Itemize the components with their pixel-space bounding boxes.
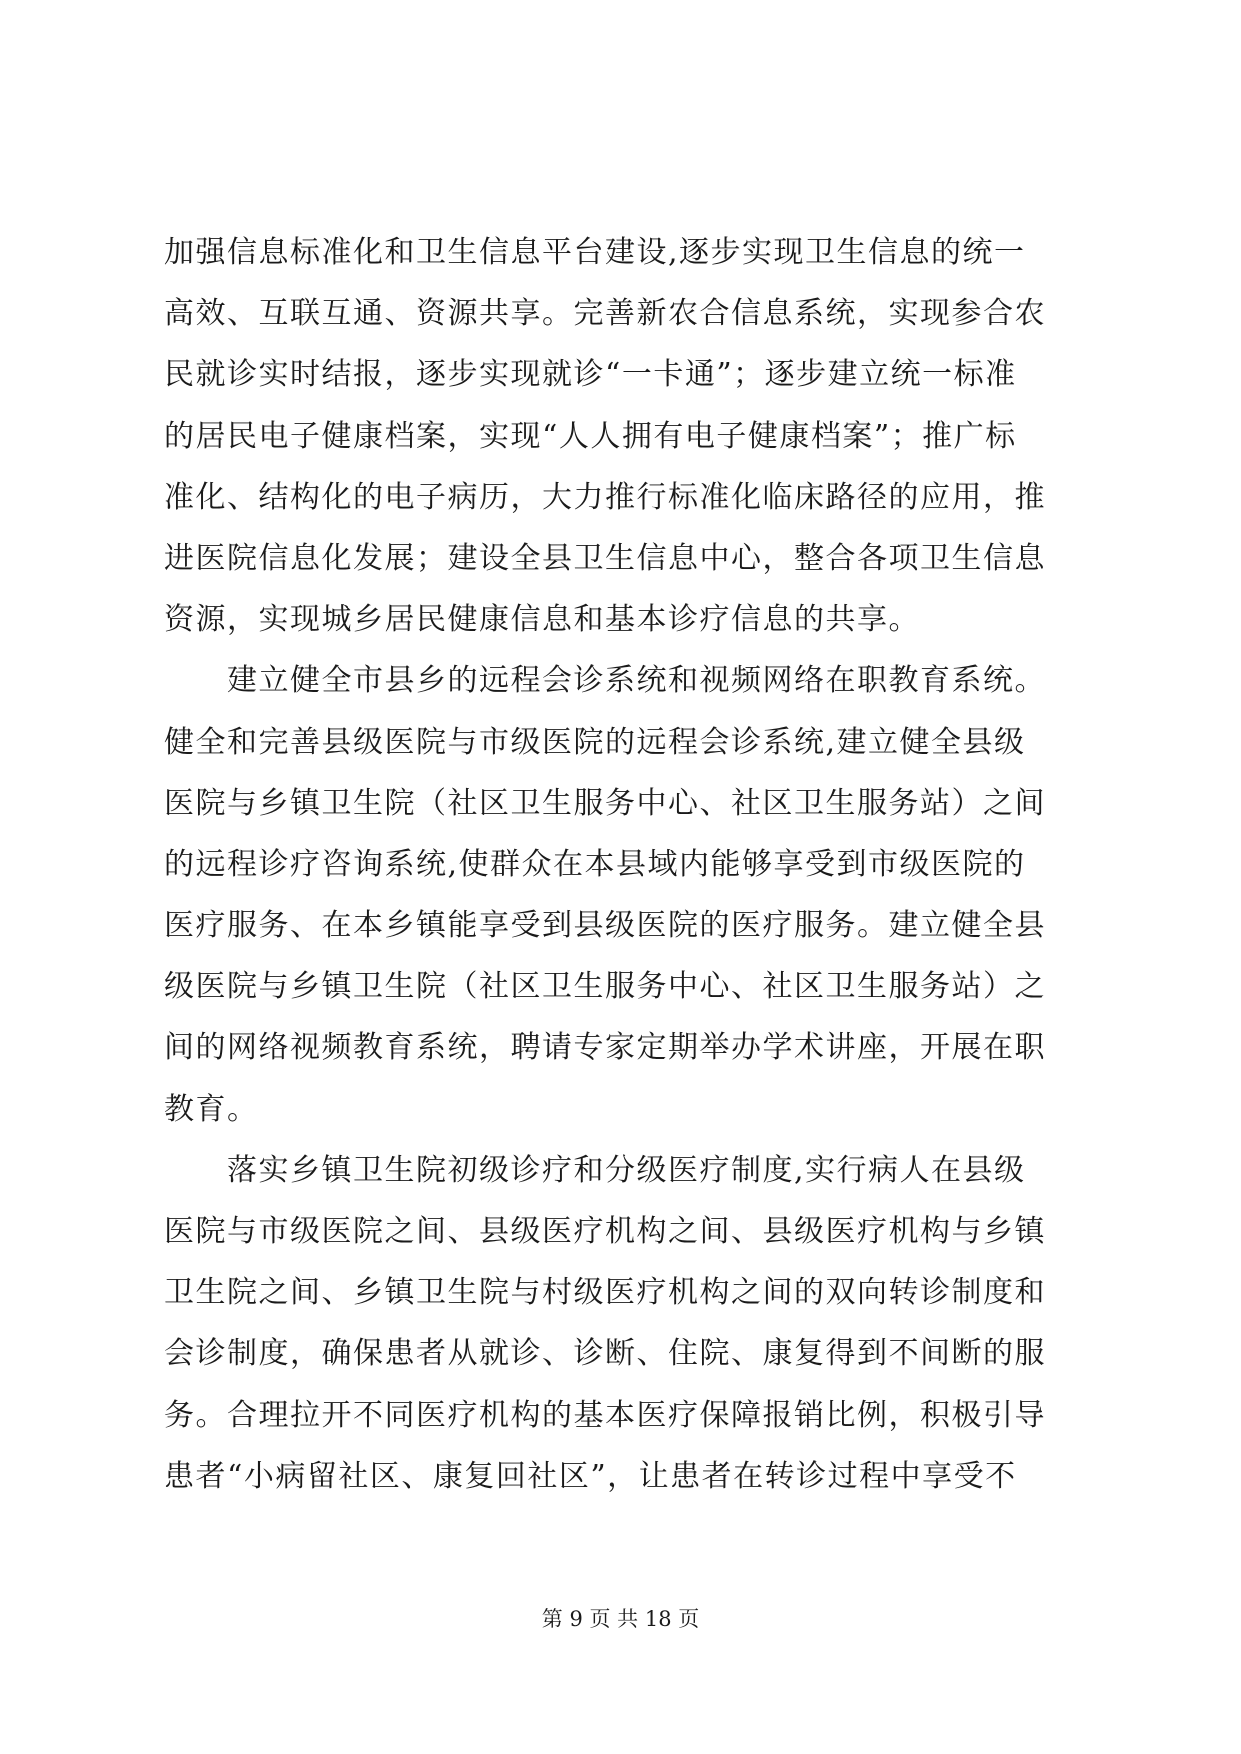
text-line: 医院与市级医院之间、县级医疗机构之间、县级医疗机构与乡镇 [164,1214,1046,1249]
text-line: 教育。 [164,1091,259,1127]
paragraph-tiered-treatment [164,1140,1084,1507]
text-line: 卫生院之间、乡镇卫生院与村级医疗机构之间的双向转诊制度和 [164,1275,1046,1311]
text-line: 的远程诊疗咨询系统,使群众在本县域内能够享受到市级医院的 [164,846,1026,882]
text-line: 务。合理拉开不同医疗机构的基本医疗保障报销比例，积极引导 [164,1397,1046,1433]
text-line: 进医院信息化发展；建设全县卫生信息中心，整合各项卫生信息 [164,540,1046,576]
text-line: 级医院与乡镇卫生院（社区卫生服务中心、社区卫生服务站）之 [164,969,1046,1005]
document-body [164,222,1084,1507]
paragraph-health-information [164,222,1084,650]
text-line: 健全和完善县级医院与市级医院的远程会诊系统,建立健全县级 [164,724,1026,760]
text-line: 的居民电子健康档案，实现“人人拥有电子健康档案”；推广标 [164,418,1017,454]
text-line: 医院与乡镇卫生院（社区卫生服务中心、社区卫生服务站）之间 [164,785,1046,821]
text-line: 准化、结构化的电子病历，大力推行标准化临床路径的应用，推 [164,479,1046,515]
text-line: 加强信息标准化和卫生信息平台建设,逐步实现卫生信息的统一 [164,235,1026,270]
text-line: 建立健全市县乡的远程会诊系统和视频网络在职教育系统。 [164,663,1046,699]
paragraph-remote-consultation [164,650,1084,1140]
text-line: 落实乡镇卫生院初级诊疗和分级医疗制度,实行病人在县级 [164,1152,1026,1188]
text-line: 民就诊实时结报，逐步实现就诊“一卡通”；逐步建立统一标准 [164,357,1017,393]
page-number-footer: 第 9 页 共 18 页 [541,1607,700,1631]
text-line: 会诊制度，确保患者从就诊、诊断、住院、康复得到不间断的服 [164,1336,1046,1372]
text-line: 医疗服务、在本乡镇能享受到县级医院的医疗服务。建立健全县 [164,908,1046,944]
text-line: 高效、互联互通、资源共享。完善新农合信息系统，实现参合农 [164,296,1046,332]
text-line: 间的网络视频教育系统，聘请专家定期举办学术讲座，开展在职 [164,1030,1046,1066]
text-line: 患者“小病留社区、康复回社区”，让患者在转诊过程中享受不 [164,1458,1017,1494]
text-line: 资源，实现城乡居民健康信息和基本诊疗信息的共享。 [164,602,920,638]
